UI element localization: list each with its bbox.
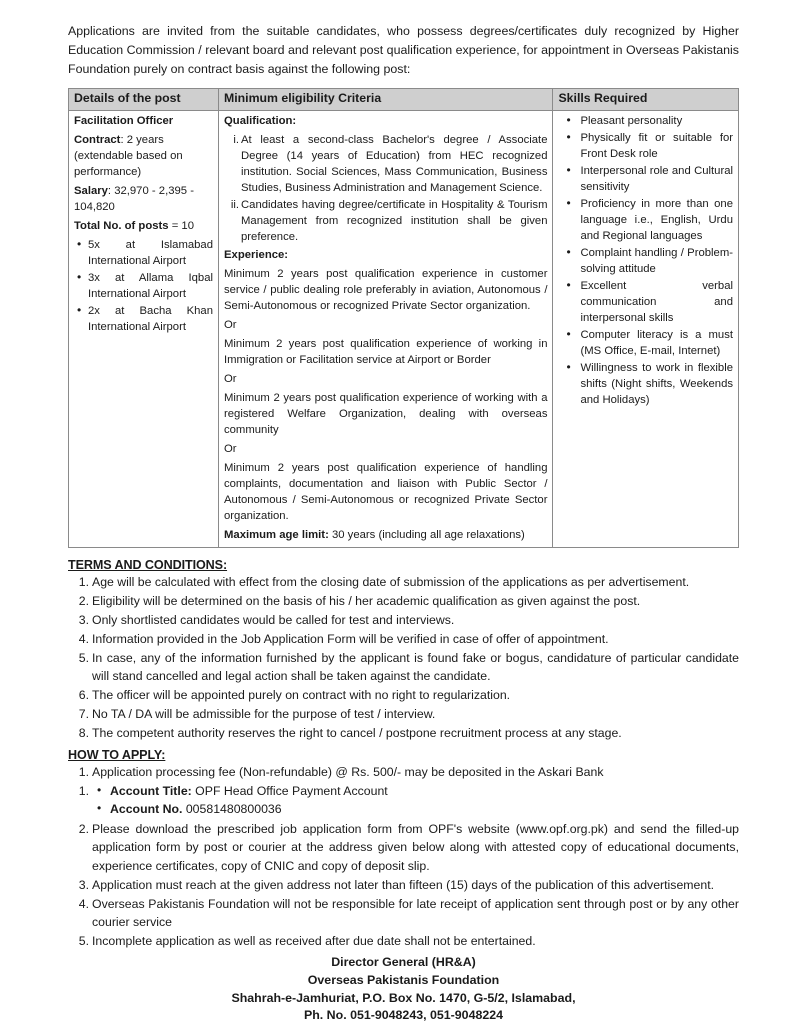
list-item: Only shortlisted candidates would be called for test and interviews. [92,612,455,627]
list-item: In case, any of the information furnished by the applicant is found fake or bogus, candidature of particular candidate will stand cancelled and legal action shall be taken against the candidate. [92,650,739,684]
age-limit-line [224,527,547,543]
experience-block: Minimum 2 years post qualification experience of working in Immigration or Facilitation service at Airport or Border [224,337,548,366]
post-title: Facilitation Officer [74,114,174,127]
list-item: The officer will be appointed purely on contract with no right to regularization. [92,688,511,703]
list-item: • Physically fit or suitable for Front Desk role [580,130,733,162]
terms-and-conditions-heading: TERMS AND CONDITIONS: [68,558,228,573]
list-item: • 2x at Bacha Khan International Airport [88,303,213,335]
list-item: Incomplete application as well as received after due date shall not be entertained. [92,933,536,948]
list-item: • Proficiency in more than one language i.e., English, Urdu and Regional languages [580,196,733,244]
list-item: • 5x at Islamabad International Airport [88,237,213,269]
account-number-value: 00581480800036 [182,802,282,817]
experience-label: Experience: [224,248,289,261]
list-item: • Complaint handling / Problem-solving attitude [580,245,733,277]
account-title-label: Account Title: [110,783,192,798]
age-limit-label: Maximum age limit: [224,529,329,542]
account-number-item [110,800,739,818]
salary-value: : 32,970 - 2,395 - 104,820 [74,184,194,213]
cell-skills-required [553,110,739,548]
cell-details-of-post [69,110,219,548]
list-item: The competent authority reserves the right to cancel / postpone recruitment process at any stage. [92,726,622,741]
header-details-of-post: Details of the post [69,88,219,110]
list-item: • Interpersonal role and Cultural sensitivity [580,163,733,195]
table-header-row [69,88,739,110]
total-posts-line [74,218,213,234]
list-item: Information provided in the Job Application Form will be verified in case of offer of appointment. [92,631,609,646]
list-item: At least a second-class Bachelor's degree / Associate Degree (14 years of Education) from HEC recognized institution. Social Sciences, Mass Communication, Business Studies, Business Administration and Management Science. [241,133,548,194]
account-title-value: OPF Head Office Payment Account [191,783,388,798]
list-item: Please download the prescribed job application form from OPF's website (www.opf.org.pk) and send the filled-up application form by post or courier at the address given below along with attested copy of educational documents, experience certificates, copy of CNIC and copy of deposit slip. [92,821,739,873]
total-posts-value: = 10 [168,219,195,232]
experience-or: Or [224,318,237,331]
list-item: No TA / DA will be admissible for the purpose of test / interview. [92,707,436,722]
table-row [69,110,739,548]
experience-block: Minimum 2 years post qualification experience of working with a registered Welfare Organization, dealing with overseas community [224,391,548,436]
list-item: Application processing fee (Non-refundable) @ Rs. 500/- may be deposited in the Askari Bank [92,764,604,779]
account-details-wrapper [92,782,739,819]
post-details-table [68,88,739,549]
list-item: • Pleasant personality [580,113,733,129]
list-item: Overseas Pakistanis Foundation will not be responsible for late receipt of application sent through post or by any other courier service [92,896,739,929]
signatory-block [68,954,739,1024]
terms-and-conditions-list [68,573,739,742]
experience-block: Minimum 2 years post qualification experience in customer service / public dealing role preferably in aviation, Autonomous / Semi-Autonomous or recognized Private Sector organization. [224,267,548,312]
account-title-item [110,782,739,800]
experience-block: Minimum 2 years post qualification experience of handling complaints, documentation and liaison with Public Sector / Autonomous / Semi-Autonomous or recognized Private Sector organization. [224,461,548,522]
signatory-designation: Director General (HR&A) [331,955,476,970]
contract-label: Contract [74,133,121,146]
total-posts-label: Total No. of posts [74,219,169,232]
signatory-phone: Ph. No. 051-9048243, 051-9048224 [303,1008,504,1023]
list-item: Application must reach at the given address not later than fifteen (15) days of the publication of this advertisement. [92,877,715,892]
signatory-address: Shahrah-e-Jamhuriat, P.O. Box No. 1470, G-5/2, Islamabad, [231,990,576,1005]
age-limit-value: 30 years (including all age relaxations) [328,529,525,542]
how-to-apply-list [68,763,739,951]
account-details-list [68,782,739,819]
list-item: • Excellent verbal communication and interpersonal skills [580,278,733,326]
list-item: • 3x at Allama Iqbal International Airport [88,270,213,302]
contract-line [74,132,213,180]
list-item: • Willingness to work in flexible shifts (Night shifts, Weekends and Holidays) [580,360,733,408]
experience-or: Or [224,372,237,385]
qualification-list [224,132,547,246]
list-item: Candidates having degree/certificate in Hospitality & Tourism Management from recognized institution shall be given preference. [241,199,548,244]
list-item: • Computer literacy is a must (MS Office, E-mail, Internet) [580,327,733,359]
how-to-apply-heading: HOW TO APPLY: [68,747,166,762]
list-item: Age will be calculated with effect from the closing date of submission of the applications as per advertisement. [92,575,690,590]
skills-list [558,113,733,409]
header-minimum-eligibility-criteria: Minimum eligibility Criteria [219,88,553,110]
intro-paragraph: Applications are invited from the suitable candidates, who possess degrees/certificates duly recognized by Higher Education Commission / relevant board and relevant post qualification experience, for appointment in Overseas Pakistanis Foundation purely on contract basis against the following post: [68,24,739,76]
salary-label: Salary [74,184,108,197]
cell-eligibility-criteria [219,110,553,548]
post-locations-list [74,237,213,335]
header-skills-required: Skills Required [553,88,739,110]
salary-line [74,183,213,215]
contract-value: : 2 years (extendable based on performance) [74,133,183,178]
list-item: Eligibility will be determined on the basis of his / her academic qualification as given against the post. [92,594,641,608]
experience-or: Or [224,442,237,455]
account-number-label: Account No. [110,802,183,817]
signatory-organization: Overseas Pakistanis Foundation [307,972,500,987]
qualification-label: Qualification: [224,114,297,127]
